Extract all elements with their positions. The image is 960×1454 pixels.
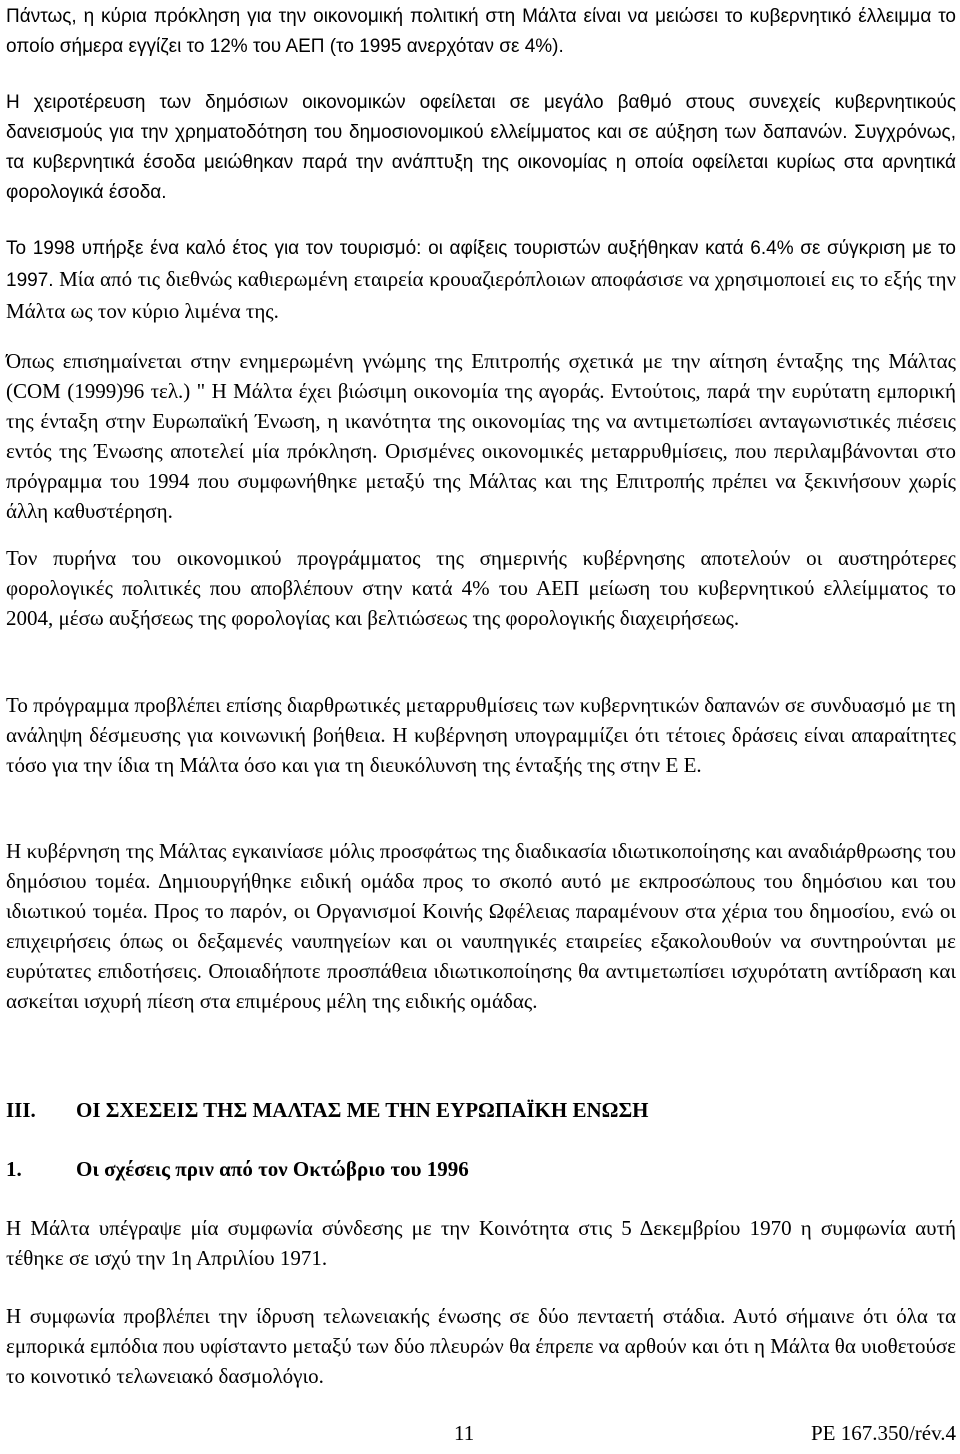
paragraph-deficit: Πάντως, η κύρια πρόκληση για την οικονομική πολιτική στη Μάλτα είναι να μειώσει το κυβερνητικό έλλειμμα το οποίο σήμερα εγγίζει το 12% του ΑΕΠ (το 1995 ανερχόταν σε 4%). <box>6 6 956 57</box>
subsection-number: 1. <box>6 1157 22 1181</box>
section-heading <box>6 1095 649 1125</box>
paragraph-public-finances-part1: Η χειροτέρευση των δημόσιων οικονομικών οφείλεται σε μεγάλο βαθμό στους συνεχείς κυβερνητικούς δανεισμούς για την χρηματοδότηση του δημοσιονομικού ελλείμματος και σε αύξηση των δαπανών. <box>6 92 956 143</box>
page-number: 11 <box>454 1421 475 1445</box>
paragraph-economic-programme: Τον πυρήνα του οικονομικού προγράμματος της σημερινής κυβέρνησης αποτελούν οι αυστηρότερες φορολογικές πολιτικές που αποβλέπουν στην κατά 4% του ΑΕΠ μείωση του κυβερνητικού ελλείμματος το 2004, μέσω αυξήσεως της φορολογίας και βελτιώσεως της φορολογικής διαχειρήσεως. <box>6 546 956 630</box>
paragraph-tourism-part1: Το 1998 υπήρξε ένα καλό έτος για τον τουρισμό: οι αφίξεις τουριστών αυξήθηκαν κατά 6.4% σε σύγκριση με το 1997. <box>6 238 956 291</box>
paragraph-customs-union: Η συμφωνία προβλέπει την ίδρυση τελωνειακής ένωσης σε δύο πενταετή στάδια. Αυτό σήμαινε ότι όλα τα εμπορικά εμπόδια που υφίσταντο μεταξύ των δύο πλευρών θα έπρεπε να αρθούν και ότι η Μάλτα θα υιοθετούσε το κοινοτικό τελωνειακό δασμολόγιο. <box>6 1304 956 1388</box>
section-number: III. <box>6 1098 36 1122</box>
paragraph-public-finances-part2: Συγχρόνως, τα κυβερνητικά έσοδα μειώθηκαν παρά την ανάπτυξη της οικονομίας η οποία οφείλεται κυρίως στα αρνητικά φορολογικά έσοδα. <box>6 122 956 203</box>
paragraph-public-finances <box>6 88 956 208</box>
subsection-title: Οι σχέσεις πριν από τον Οκτώβριο του 1996 <box>76 1157 469 1181</box>
document-reference: PE 167.350/rév.4 <box>810 1421 956 1445</box>
paragraph-structural-reforms: Το πρόγραμμα προβλέπει επίσης διαρθρωτικές μεταρρυθμίσεις των κυβερνητικών δαπανών σε συνδυασμό με τη ανάληψη δέσμευσης για κοινωνική βοήθεια. Η κυβέρνηση υπογραμμίζει ότι τέτοιες δράσεις είναι απαραίτητες τόσο για την ίδια τη Μάλτα όσο και για τη διευκόλυνση της ένταξής της στην Ε Ε. <box>6 693 956 777</box>
paragraph-tourism-part2: Μία από τις διεθνώς καθιερωμένη εταιρεία κρουαζιερόπλοιων αποφάσισε να χρησιμοποιεί εις το εξής την Μάλτα ως τον κύριο λιμένα της. <box>6 267 956 323</box>
paragraph-tourism <box>6 234 956 328</box>
paragraph-association-agreement: Η Μάλτα υπέγραψε μία συμφωνία σύνδεσης με την Κοινότητα στις 5 Δεκεμβρίου 1970 η συμφωνία αυτή τέθηκε σε ισχύ την 1η Απριλίου 1971. <box>6 1216 956 1270</box>
subsection-heading <box>6 1154 469 1184</box>
paragraph-commission-opinion: Όπως επισημαίνεται στην ενημερωμένη γνώμης της Επιτροπής σχετικά με την αίτηση ένταξης της Μάλτας (COM (1999)96 τελ.) " Η Μάλτα έχει βιώσιμη οικονομία της αγοράς. Εντούτοις, παρά την ευρύτατη εμπορική της ένταξη στην Ευρωπαϊκή Ένωση, η ικανότητα της οικονομίας της να αντιμετωπίσει ανταγωνιστικές πιέσεις εντός της Ένωσης αποτελεί μία πρόκληση. Ορισμένες οικονομικές μεταρρυθμίσεις, που περιλαμβάνονται στο πρόγραμμα του 1994 που συμφωνήθηκε μεταξύ της Μάλτας και της Επιτροπής πρέπει να ξεκινήσουν χωρίς άλλη καθυστέρηση. <box>6 349 956 523</box>
paragraph-privatisation: Η κυβέρνηση της Μάλτας εγκαινίασε μόλις προσφάτως της διαδικασία ιδιωτικοποίησης και αναδιάρθρωσης του δημόσιου τομέα. Δημιουργήθηκε ειδική ομάδα προς το σκοπό αυτό με εκπροσώπους του δημόσιου και του ιδιωτικού τομέα. Προς το παρόν, οι Οργανισμοί Κοινής Ωφέλειας παραμένουν στα χέρια του δημοσίου, ενώ οι επιχειρήσεις όπως οι δεξαμενές ναυπηγείων και οι ναυπηγικές εταιρείες εξακολουθούν να συντηρούνται με ευρύτατες επιδοτήσεις. Οποιαδήποτε προσπάθεια ιδιωτικοποίησης θα αντιμετωπίσει ισχυρότατη αντίδραση και ασκείται ισχυρή πίεση στα επιμέρους μέλη της ειδικής ομάδας. <box>6 839 956 1013</box>
section-title: ΟΙ ΣΧΕΣΕΙΣ ΤΗΣ ΜΑΛΤΑΣ ΜΕ ΤΗΝ ΕΥΡΩΠΑΪΚΗ ΕΝΩΣΗ <box>76 1098 649 1122</box>
